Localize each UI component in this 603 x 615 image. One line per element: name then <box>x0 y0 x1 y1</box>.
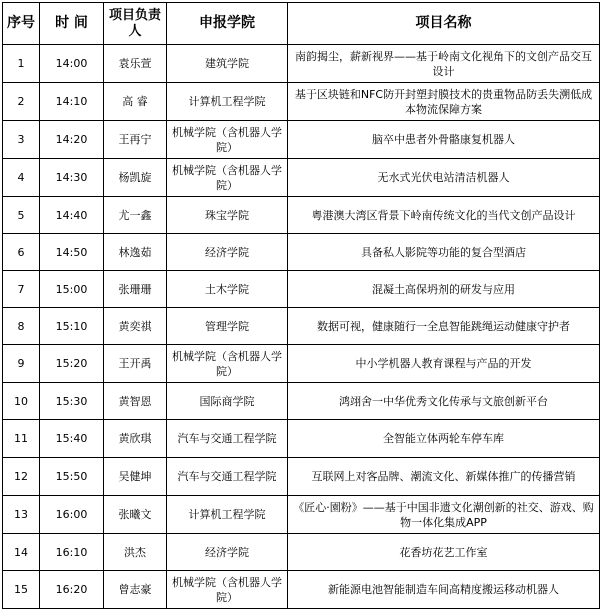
cell-lead: 张珊珊 <box>104 271 167 308</box>
cell-project: 中小学机器人教育课程与产品的开发 <box>288 345 600 383</box>
cell-lead: 王再宁 <box>104 121 167 159</box>
cell-lead: 黄欣琪 <box>104 420 167 458</box>
cell-school: 国际商学院 <box>167 383 288 420</box>
cell-project: 具备私人影院等功能的复合型酒店 <box>288 234 600 271</box>
cell-no: 12 <box>3 458 40 496</box>
cell-no: 15 <box>3 571 40 609</box>
cell-project: 无水式光伏电站清洁机器人 <box>288 159 600 197</box>
cell-time: 16:00 <box>40 496 104 534</box>
cell-project: 花香坊花艺工作室 <box>288 534 600 571</box>
cell-project: 粤港澳大湾区背景下岭南传统文化的当代文创产品设计 <box>288 197 600 234</box>
cell-school: 建筑学院 <box>167 45 288 83</box>
cell-school: 机械学院（含机器人学院） <box>167 121 288 159</box>
cell-lead: 曾志豪 <box>104 571 167 609</box>
cell-no: 5 <box>3 197 40 234</box>
cell-no: 9 <box>3 345 40 383</box>
header-row <box>3 3 600 45</box>
cell-time: 15:00 <box>40 271 104 308</box>
cell-school: 管理学院 <box>167 308 288 345</box>
cell-lead: 黄奕祺 <box>104 308 167 345</box>
cell-no: 11 <box>3 420 40 458</box>
cell-time: 14:50 <box>40 234 104 271</box>
cell-lead: 吴健坤 <box>104 458 167 496</box>
table-row <box>3 234 600 271</box>
cell-lead: 洪杰 <box>104 534 167 571</box>
cell-project: 《匠心·園粉》——基于中国非遗文化潮创新的社交、游戏、购物一体化集成APP <box>288 496 600 534</box>
schedule-table <box>2 2 600 609</box>
cell-time: 15:30 <box>40 383 104 420</box>
table-body <box>3 45 600 609</box>
cell-project: 新能源电池智能制造车间高精度搬运移动机器人 <box>288 571 600 609</box>
cell-no: 6 <box>3 234 40 271</box>
table-row <box>3 496 600 534</box>
cell-time: 14:40 <box>40 197 104 234</box>
cell-no: 7 <box>3 271 40 308</box>
cell-lead: 王开禹 <box>104 345 167 383</box>
cell-time: 16:20 <box>40 571 104 609</box>
cell-lead: 黄智恩 <box>104 383 167 420</box>
cell-school: 经济学院 <box>167 234 288 271</box>
header-school: 申报学院 <box>167 3 288 45</box>
table-row <box>3 271 600 308</box>
cell-school: 机械学院（含机器人学院） <box>167 159 288 197</box>
cell-no: 4 <box>3 159 40 197</box>
cell-time: 15:50 <box>40 458 104 496</box>
cell-time: 15:10 <box>40 308 104 345</box>
header-time: 时 间 <box>40 3 104 45</box>
cell-project: 南韵揭尘，薪新视界——基于岭南文化视角下的文创产品交互设计 <box>288 45 600 83</box>
cell-time: 14:00 <box>40 45 104 83</box>
cell-lead: 林逸茹 <box>104 234 167 271</box>
cell-no: 8 <box>3 308 40 345</box>
cell-school: 汽车与交通工程学院 <box>167 458 288 496</box>
cell-no: 10 <box>3 383 40 420</box>
table-row <box>3 383 600 420</box>
cell-time: 15:40 <box>40 420 104 458</box>
cell-project: 鸿翊舍一中华优秀文化传承与文旅创新平台 <box>288 383 600 420</box>
table-row <box>3 197 600 234</box>
cell-project: 混凝土高保坍剂的研发与应用 <box>288 271 600 308</box>
cell-project: 互联网上对客品牌、潮流文化、新媒体推广的传播营销 <box>288 458 600 496</box>
table-row <box>3 45 600 83</box>
cell-no: 1 <box>3 45 40 83</box>
table-row <box>3 571 600 609</box>
table-row <box>3 159 600 197</box>
cell-school: 汽车与交通工程学院 <box>167 420 288 458</box>
cell-time: 14:10 <box>40 83 104 121</box>
table-row <box>3 345 600 383</box>
cell-no: 3 <box>3 121 40 159</box>
cell-project: 数据可视，健康随行一全息智能跳绳运动健康守护者 <box>288 308 600 345</box>
cell-project: 脑卒中患者外骨骼康复机器人 <box>288 121 600 159</box>
cell-lead: 袁乐萱 <box>104 45 167 83</box>
table-row <box>3 420 600 458</box>
cell-lead: 高 睿 <box>104 83 167 121</box>
cell-school: 计算机工程学院 <box>167 496 288 534</box>
header-project: 项目名称 <box>288 3 600 45</box>
cell-lead: 张曦文 <box>104 496 167 534</box>
cell-school: 机械学院（含机器人学院） <box>167 571 288 609</box>
cell-school: 经济学院 <box>167 534 288 571</box>
table-row <box>3 534 600 571</box>
table-row <box>3 458 600 496</box>
cell-time: 14:30 <box>40 159 104 197</box>
table-row <box>3 83 600 121</box>
cell-project: 全智能立体两轮车停车库 <box>288 420 600 458</box>
cell-school: 机械学院（含机器人学院） <box>167 345 288 383</box>
cell-school: 计算机工程学院 <box>167 83 288 121</box>
cell-time: 14:20 <box>40 121 104 159</box>
header-lead: 项目负责人 <box>104 3 167 45</box>
cell-project: 基于区块链和NFC防开封塑封膜技术的贵重物品防丢失溯低成本物流保障方案 <box>288 83 600 121</box>
table-row <box>3 121 600 159</box>
cell-lead: 杨凯旋 <box>104 159 167 197</box>
cell-no: 2 <box>3 83 40 121</box>
cell-school: 土木学院 <box>167 271 288 308</box>
cell-time: 15:20 <box>40 345 104 383</box>
cell-school: 珠宝学院 <box>167 197 288 234</box>
header-no: 序号 <box>3 3 40 45</box>
table-row <box>3 308 600 345</box>
cell-no: 14 <box>3 534 40 571</box>
cell-lead: 尤一鑫 <box>104 197 167 234</box>
cell-no: 13 <box>3 496 40 534</box>
cell-time: 16:10 <box>40 534 104 571</box>
